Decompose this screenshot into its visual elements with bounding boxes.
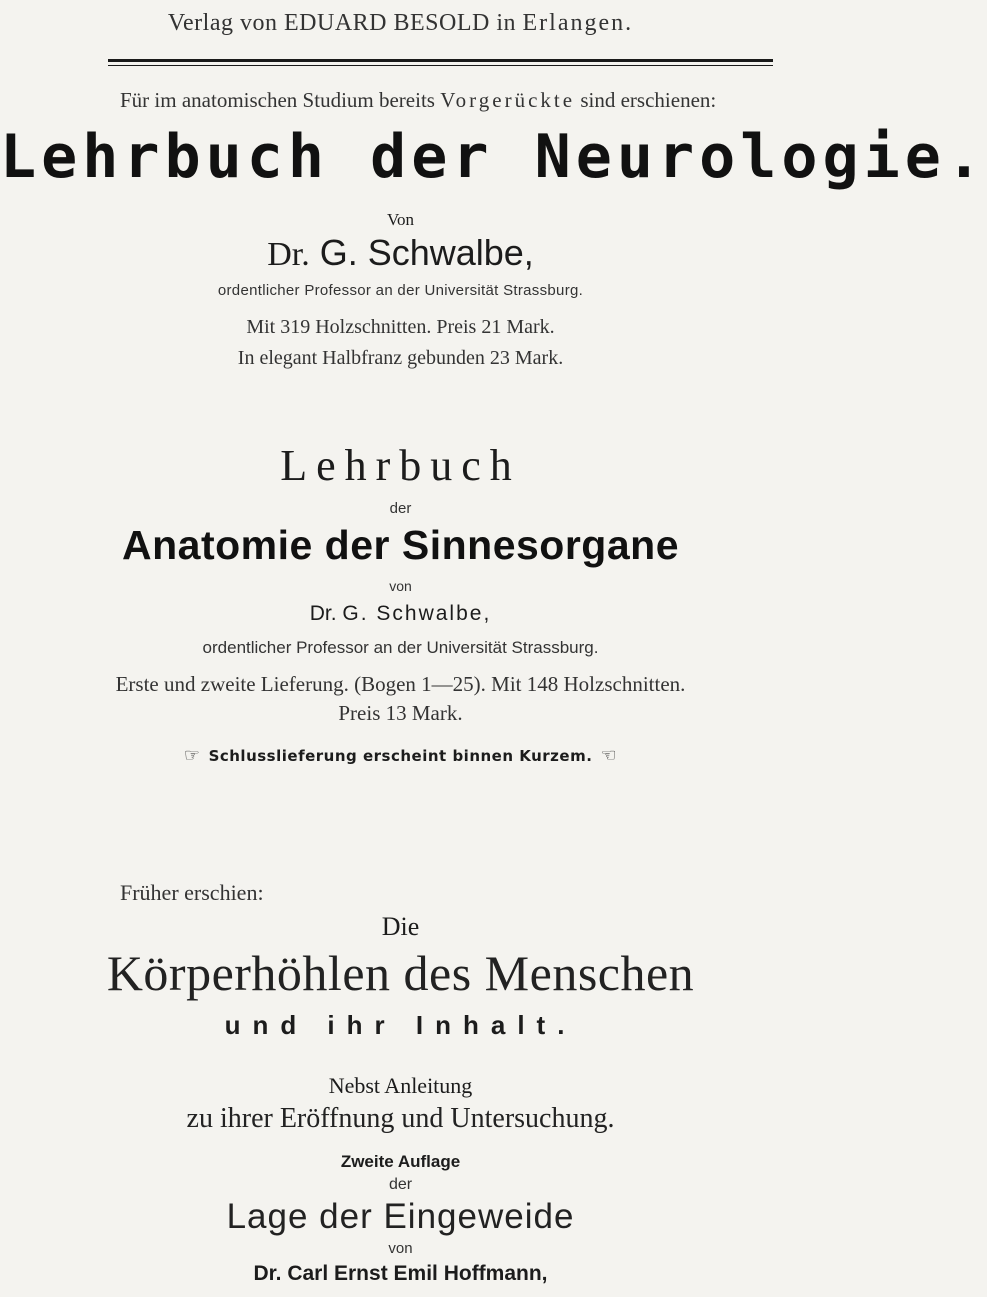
book1-author-name: G. Schwalbe, [319,232,534,273]
book2-author-name: G. Schwalbe, [342,602,492,625]
publisher-line [0,10,801,37]
book3-title2: Lage der Eingeweide [226,1197,575,1236]
header-rule-thin [108,65,773,66]
book2-lehrbuch: Lehrbuch [280,441,521,490]
book3-die: Die [381,912,420,941]
book1-author [0,232,801,274]
book3-frueher: Früher erschien: [120,880,264,905]
book3-zu: zu ihrer Eröffnung und Untersuchung. [186,1103,615,1134]
book2-affiliation: ordentlicher Professor an der Universität Strassburg. [202,638,599,657]
book2-author [0,602,801,626]
book3-der: der [388,1176,413,1193]
book1-info-line2: In elegant Halbfranz gebunden 23 Mark. [237,347,564,369]
book3-author: Dr. Carl Ernst Emil Hoffmann, [253,1262,548,1285]
book3-nebst: Nebst Anleitung [328,1073,473,1098]
book2-von: von [389,578,412,594]
book2-notice [0,745,801,766]
publisher-prefix: Verlag von EDUARD BESOLD in [167,10,523,36]
book2-info-line1: Erste und zweite Lieferung. (Bogen 1—25). Mit 148 Holzschnitten. [115,672,686,696]
pointing-hand-right-icon: ☞ [183,745,201,766]
book1-info-line1: Mit 319 Holzschnitten. Preis 21 Mark. [246,316,555,338]
book3-auflage: Zweite Auflage [340,1152,461,1171]
book3-von: von [388,1240,413,1257]
book2-author-dr: Dr. [309,602,337,625]
intro-text-c: sind erschienen: [575,88,717,112]
book2-der: der [389,500,412,517]
intro-text-b: Vorgerückte [440,88,576,112]
header-rule-thick [108,59,773,62]
book2-info-line2: Preis 13 Mark. [338,701,463,725]
book2-notice-text: Schlusslieferung erscheint binnen Kurzem. [208,746,593,765]
book1-von: Von [386,210,415,229]
pointing-hand-left-icon: ☜ [600,745,618,766]
intro-text-a: Für im anatomischen Studium bereits [120,88,441,112]
book1-title: Lehrbuch der Neurologie. [0,122,987,192]
book2-title: Anatomie der Sinnesorgane [121,522,679,568]
publisher-city: Erlangen. [522,10,634,36]
book3-subtitle: und ihr Inhalt. [224,1010,577,1040]
book1-author-dr: Dr. [267,236,310,273]
book3-title: Körperhöhlen des Menschen [106,945,695,1001]
intro-line [120,88,781,113]
book1-affiliation: ordentlicher Professor an der Universität Strassburg. [217,282,584,299]
